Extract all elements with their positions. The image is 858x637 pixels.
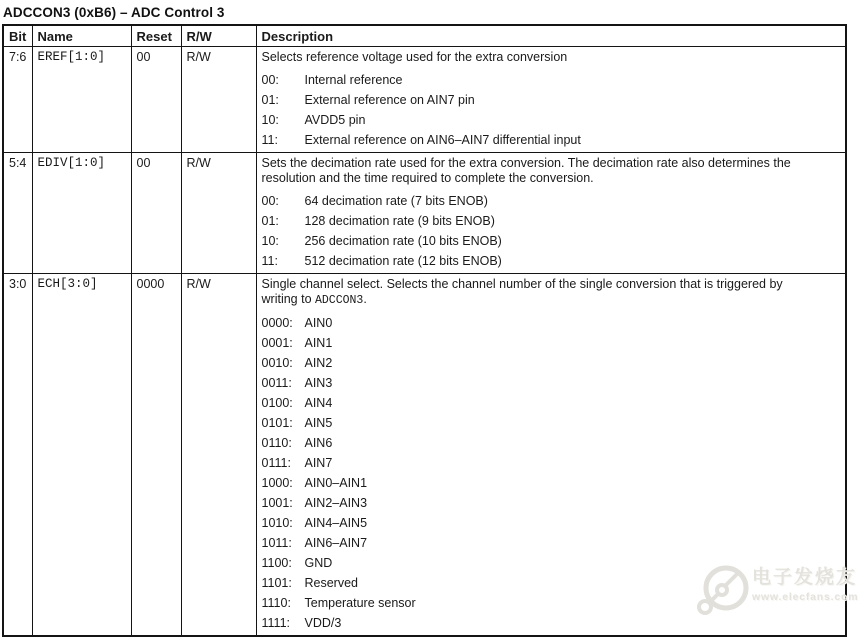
option-value: AIN3 [304, 376, 333, 390]
option-value: Temperature sensor [304, 596, 416, 610]
option-code: 0110: [261, 436, 292, 450]
option-value: VDD/3 [304, 616, 342, 630]
description-cell [256, 153, 846, 274]
option-value: AIN5 [304, 416, 333, 430]
bit-cell: 5:4 [3, 153, 32, 274]
option-row [262, 90, 842, 110]
option-code: 01: [261, 93, 279, 107]
table-row [3, 274, 846, 637]
option-row [262, 533, 842, 553]
description-segment: Selects reference voltage used for the extra conversion [261, 50, 568, 64]
option-row [262, 70, 842, 90]
option-code: 0111: [261, 456, 291, 470]
option-value: AIN6 [304, 436, 333, 450]
option-value: AIN4–AIN5 [304, 516, 368, 530]
option-code: 1010: [261, 516, 293, 530]
option-list [262, 313, 842, 633]
option-row [262, 130, 842, 150]
option-row [262, 573, 842, 593]
option-code: 1100: [261, 556, 292, 570]
option-value: GND [304, 556, 333, 570]
option-row [262, 191, 842, 211]
option-row [262, 433, 842, 453]
option-value: Internal reference [304, 73, 403, 87]
description-text-line [262, 156, 842, 171]
bit-cell: 3:0 [3, 274, 32, 637]
option-code: 01: [261, 214, 279, 228]
option-value: 512 decimation rate (12 bits ENOB) [304, 254, 502, 268]
option-code: 0100: [261, 396, 293, 410]
option-row [262, 453, 842, 473]
watermark-brand: 电子发烧友 [752, 567, 858, 588]
option-value: 128 decimation rate (9 bits ENOB) [304, 214, 495, 228]
option-code: 1011: [261, 536, 292, 550]
reset-value-cell: 00 [131, 47, 181, 153]
reset-value-cell: 0000 [131, 274, 181, 637]
option-list [262, 191, 842, 271]
option-code: 1000: [261, 476, 293, 490]
option-row [262, 593, 842, 613]
rw-cell: R/W [181, 153, 256, 274]
option-row [262, 493, 842, 513]
col-header-reset: Reset [131, 25, 181, 47]
option-value: AIN7 [304, 456, 333, 470]
table-header-row [3, 25, 846, 47]
option-code: 10: [261, 113, 279, 127]
option-row [262, 353, 842, 373]
col-header-rw: R/W [181, 25, 256, 47]
option-list [262, 70, 842, 150]
description-segment: resolution and the time required to complete the conversion. [261, 171, 594, 185]
option-value: AIN0–AIN1 [304, 476, 368, 490]
option-row [262, 393, 842, 413]
register-name-cell: ECH[3:0] [32, 274, 131, 637]
option-row [262, 251, 842, 271]
description-text-line [262, 292, 842, 308]
option-code: 0101: [261, 416, 293, 430]
col-header-description: Description [256, 25, 846, 47]
description-segment: Single channel select. Selects the channel number of the single conversion that is triggered by [261, 277, 783, 291]
option-code: 0001: [261, 336, 293, 350]
register-name-cell: EDIV[1:0] [32, 153, 131, 274]
option-row [262, 231, 842, 251]
reset-value-cell: 00 [131, 153, 181, 274]
option-row [262, 553, 842, 573]
option-code: 0010: [261, 356, 293, 370]
table-row [3, 153, 846, 274]
option-row [262, 211, 842, 231]
page-title: ADCCON3 (0xB6) – ADC Control 3 [3, 5, 225, 20]
col-header-bit: Bit [3, 25, 32, 47]
option-code: 11: [261, 133, 278, 147]
description-text-line [262, 277, 842, 292]
option-row [262, 333, 842, 353]
watermark-url: www.elecfans.com [752, 591, 858, 603]
option-value: 256 decimation rate (10 bits ENOB) [304, 234, 502, 248]
description-cell [256, 274, 846, 637]
col-header-name: Name [32, 25, 131, 47]
option-value: AIN1 [304, 336, 333, 350]
description-segment: . [363, 292, 367, 306]
option-code: 0011: [261, 376, 292, 390]
option-value: Reserved [304, 576, 358, 590]
option-row [262, 513, 842, 533]
rw-cell: R/W [181, 274, 256, 637]
option-row [262, 373, 842, 393]
option-row [262, 413, 842, 433]
option-code: 00: [261, 194, 279, 208]
option-code: 1110: [261, 596, 291, 610]
option-code: 1111: [261, 616, 290, 630]
option-code: 0000: [261, 316, 293, 330]
description-cell [256, 47, 846, 153]
description-text-line [262, 50, 842, 65]
option-value: AIN2 [304, 356, 333, 370]
description-segment: Sets the decimation rate used for the extra conversion. The decimation rate also determines the [261, 156, 791, 170]
option-value: AIN2–AIN3 [304, 496, 368, 510]
option-code: 1101: [261, 576, 292, 590]
option-code: 11: [261, 254, 278, 268]
option-value: AVDD5 pin [304, 113, 366, 127]
option-row [262, 473, 842, 493]
option-value: 64 decimation rate (7 bits ENOB) [304, 194, 488, 208]
option-value: External reference on AIN7 pin [304, 93, 475, 107]
option-row [262, 110, 842, 130]
option-row [262, 613, 842, 633]
rw-cell: R/W [181, 47, 256, 153]
register-name-cell: EREF[1:0] [32, 47, 131, 153]
option-value: AIN6–AIN7 [304, 536, 368, 550]
option-value: AIN4 [304, 396, 333, 410]
option-code: 00: [261, 73, 279, 87]
option-value: External reference on AIN6–AIN7 differential input [304, 133, 581, 147]
register-description-table [2, 24, 847, 637]
bit-cell: 7:6 [3, 47, 32, 153]
description-text-line [262, 171, 842, 186]
table-row [3, 47, 846, 153]
option-value: AIN0 [304, 316, 333, 330]
option-row [262, 313, 842, 333]
option-code: 10: [261, 234, 279, 248]
inline-register-ref: ADCCON3 [315, 294, 364, 307]
option-code: 1001: [261, 496, 293, 510]
description-segment: writing to [261, 292, 315, 306]
